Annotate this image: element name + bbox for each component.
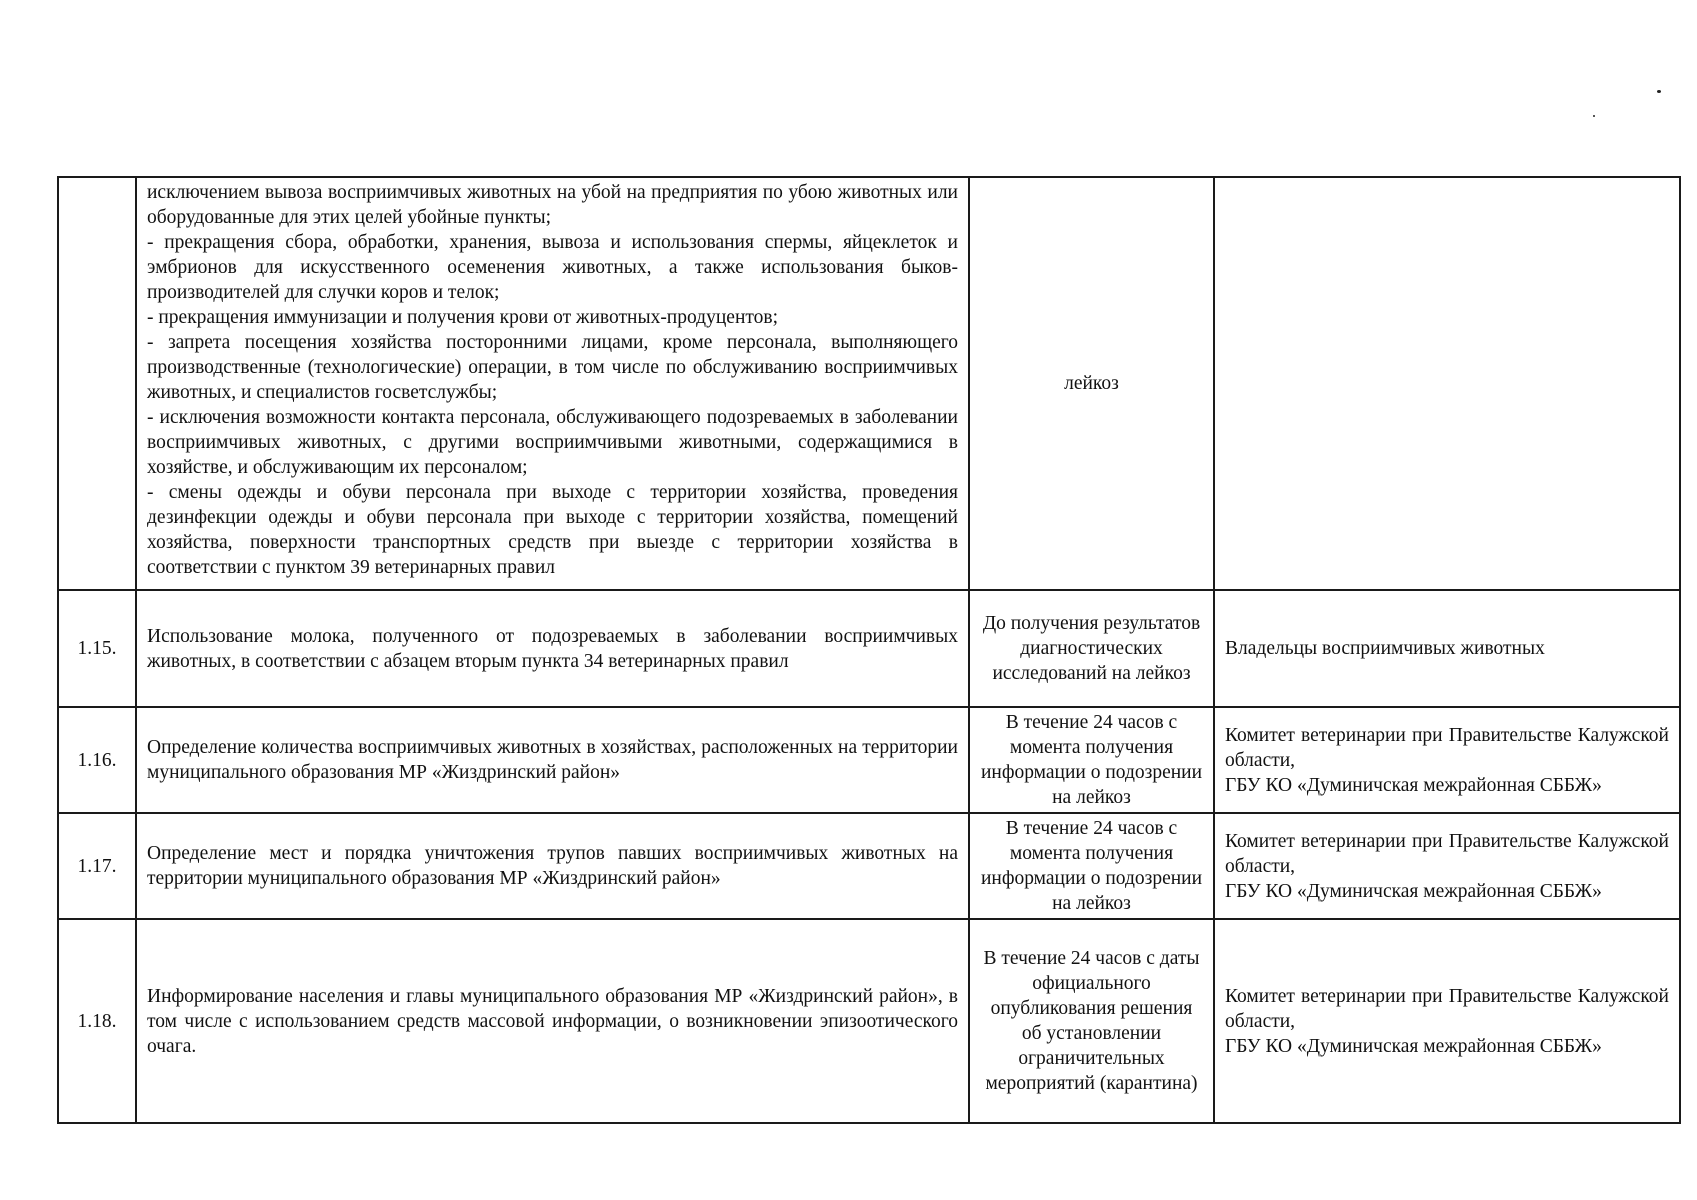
measure-line: - прекращения сбора, обработки, хранения, вывоза и использования спермы, яйцеклеток и эмбрионов для искусственного осеменения животных, а также использования быков-производителей для случки коров и телок; <box>147 232 958 303</box>
responsible-line: ГБУ КО «Думиничская межрайонная СББЖ» <box>1225 774 1602 796</box>
deadline-cell: В течение 24 часов с даты официального опубликования решения об установлении ограничительных мероприятий (карантина) <box>969 919 1214 1123</box>
responsible-line: Комитет ветеринарии при Правительстве Калужской области, <box>1225 985 1669 1032</box>
responsible-cell <box>1214 590 1680 707</box>
row-number: 1.15. <box>58 590 136 707</box>
measure-cell: Использование молока, полученного от подозреваемых в заболевании восприимчивых животных, в соответствии с абзацем вторым пункта 34 ветеринарных правил <box>136 590 969 707</box>
responsible-cell <box>1214 919 1680 1123</box>
measures-table <box>57 176 1681 1124</box>
row-number: 1.16. <box>58 707 136 813</box>
table-row <box>58 919 1680 1123</box>
measure-cell: Информирование населения и главы муниципального образования МР «Жиздринский район», в том числе с использованием средств массовой информации, о возникновении эпизоотического очага. <box>136 919 969 1123</box>
table-row <box>58 813 1680 919</box>
measure-line: - запрета посещения хозяйства посторонними лицами, кроме персонала, выполняющего производственные (технологические) операции, в том числе по обслуживанию восприимчивых животных, и специалистов госветслужбы; <box>147 332 958 403</box>
measure-line: - смены одежды и обуви персонала при выходе с территории хозяйства, проведения дезинфекции одежды и обуви персонала при выходе с территории хозяйства, помещений хозяйства, поверхности транспортных средств при выезде с территории хозяйства в соответствии с пунктом 39 ветеринарных правил <box>147 482 958 578</box>
responsible-line: Владельцы восприимчивых животных <box>1225 638 1545 659</box>
scan-speck <box>1657 90 1661 93</box>
row-number: 1.17. <box>58 813 136 919</box>
responsible-cell <box>1214 813 1680 919</box>
row-number <box>58 177 136 590</box>
measure-line: исключением вывоза восприимчивых животных на убой на предприятия по убою животных или оборудованные для этих целей убойные пункты; <box>147 182 958 228</box>
deadline-cell: В течение 24 часов с момента получения информации о подозрении на лейкоз <box>969 707 1214 813</box>
measure-cell: Определение количества восприимчивых животных в хозяйствах, расположенных на территории муниципального образования МР «Жиздринский район» <box>136 707 969 813</box>
table-row <box>58 590 1680 707</box>
deadline-cell: В течение 24 часов с момента получения информации о подозрении на лейкоз <box>969 813 1214 919</box>
deadline-cell: До получения результатов диагностических исследований на лейкоз <box>969 590 1214 707</box>
responsible-line: Комитет ветеринарии при Правительстве Калужской области, <box>1225 724 1669 771</box>
responsible-cell <box>1214 177 1680 590</box>
scan-speck <box>1593 115 1595 117</box>
measure-cell: Определение мест и порядка уничтожения трупов павших восприимчивых животных на территории муниципального образования МР «Жиздринский район» <box>136 813 969 919</box>
responsible-line: ГБУ КО «Думиничская межрайонная СББЖ» <box>1225 880 1602 902</box>
measure-line: - исключения возможности контакта персонала, обслуживающего подозреваемых в заболевании восприимчивых животных, с другими восприимчивыми животными, содержащимися в хозяйстве, и обслуживающим их персоналом; <box>147 407 958 478</box>
table-row <box>58 707 1680 813</box>
measure-cell <box>136 177 969 590</box>
responsible-line: ГБУ КО «Думиничская межрайонная СББЖ» <box>1225 1035 1602 1057</box>
responsible-line: Комитет ветеринарии при Правительстве Калужской области, <box>1225 830 1669 877</box>
responsible-cell <box>1214 707 1680 813</box>
table-row <box>58 177 1680 590</box>
measure-line: - прекращения иммунизации и получения крови от животных-продуцентов; <box>147 307 779 328</box>
row-number: 1.18. <box>58 919 136 1123</box>
deadline-cell: лейкоз <box>969 177 1214 590</box>
